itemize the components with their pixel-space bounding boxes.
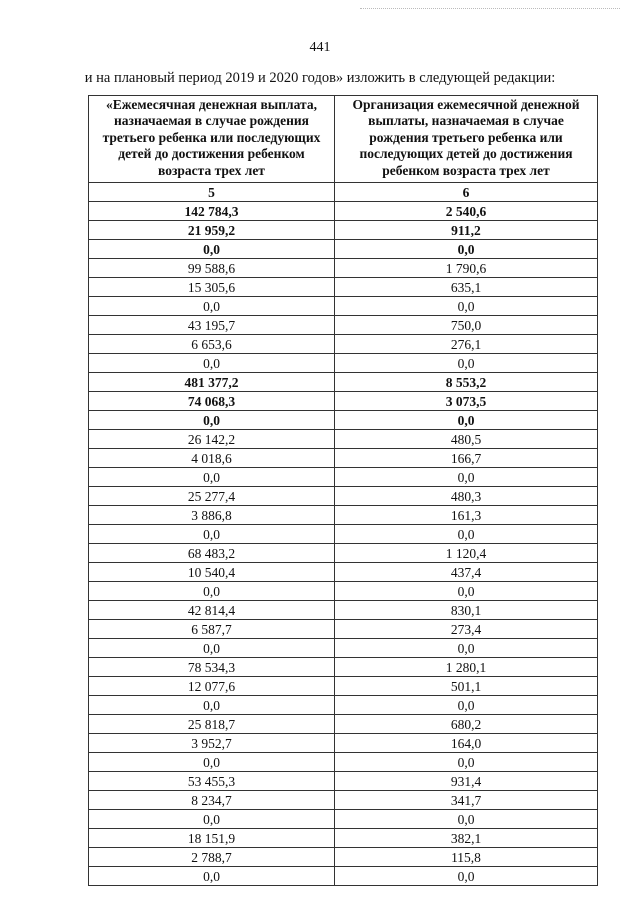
table-cell: 0,0 [335, 297, 598, 316]
table-cell: 25 818,7 [89, 715, 335, 734]
table-cell: 2 540,6 [335, 202, 598, 221]
table-cell: 26 142,2 [89, 430, 335, 449]
table-cell: 53 455,3 [89, 772, 335, 791]
table-row [89, 240, 598, 259]
table-row [89, 392, 598, 411]
table-cell: 0,0 [335, 525, 598, 544]
table-row [89, 620, 598, 639]
table-cell: 21 959,2 [89, 221, 335, 240]
table-cell: 0,0 [335, 354, 598, 373]
table-cell: 0,0 [335, 468, 598, 487]
table-cell: 0,0 [335, 639, 598, 658]
table-cell: 43 195,7 [89, 316, 335, 335]
table-cell: 3 073,5 [335, 392, 598, 411]
table-row [89, 373, 598, 392]
table-cell: 8 553,2 [335, 373, 598, 392]
table-cell: 273,4 [335, 620, 598, 639]
data-table [88, 95, 598, 886]
table-row [89, 468, 598, 487]
table-row [89, 449, 598, 468]
table-cell: 166,7 [335, 449, 598, 468]
table-cell: 0,0 [335, 411, 598, 430]
table-body [89, 183, 598, 886]
table-cell: 0,0 [89, 411, 335, 430]
table-cell: 18 151,9 [89, 829, 335, 848]
table-cell: 6 587,7 [89, 620, 335, 639]
table-row [89, 772, 598, 791]
table-cell: 0,0 [89, 639, 335, 658]
table-row [89, 411, 598, 430]
table-cell: 0,0 [89, 297, 335, 316]
table-cell: 680,2 [335, 715, 598, 734]
table-row [89, 658, 598, 677]
table-row [89, 354, 598, 373]
table-cell: 276,1 [335, 335, 598, 354]
table-row [89, 677, 598, 696]
column-header: «Ежемесячная денежная выплата, назначаемая в случае рождения третьего ребенка или последующих детей до достижения ребенком возраста трех лет [89, 96, 335, 183]
table-row [89, 563, 598, 582]
table-cell: 115,8 [335, 848, 598, 867]
table-cell: 911,2 [335, 221, 598, 240]
table-cell: 750,0 [335, 316, 598, 335]
table-cell: 78 534,3 [89, 658, 335, 677]
table-cell: 142 784,3 [89, 202, 335, 221]
column-header: Организация ежемесячной денежной выплаты, назначаемая в случае рождения третьего ребенка или последующих детей до достижения ребенком возраста трех лет [335, 96, 598, 183]
table-row [89, 734, 598, 753]
table-row [89, 316, 598, 335]
table-row [89, 297, 598, 316]
table-cell: 480,3 [335, 487, 598, 506]
table-cell: 3 886,8 [89, 506, 335, 525]
table-cell: 2 788,7 [89, 848, 335, 867]
table-row [89, 544, 598, 563]
table-cell: 437,4 [335, 563, 598, 582]
table-header-row [89, 96, 598, 183]
page-number: 441 [309, 40, 331, 55]
table-row [89, 430, 598, 449]
table-row [89, 848, 598, 867]
table-cell: 830,1 [335, 601, 598, 620]
table-row [89, 582, 598, 601]
table-cell: 68 483,2 [89, 544, 335, 563]
table-cell: 501,1 [335, 677, 598, 696]
table-cell: 0,0 [89, 810, 335, 829]
table-cell: 15 305,6 [89, 278, 335, 297]
table-row [89, 696, 598, 715]
table-cell: 25 277,4 [89, 487, 335, 506]
table-row [89, 867, 598, 886]
table-cell: 0,0 [335, 240, 598, 259]
table-cell: 341,7 [335, 791, 598, 810]
intro-text: и на плановый период 2019 и 2020 годов» изложить в следующей редакции: [84, 70, 556, 86]
table-cell: 0,0 [335, 753, 598, 772]
table-row [89, 715, 598, 734]
table-cell: 0,0 [89, 582, 335, 601]
table-cell: 4 018,6 [89, 449, 335, 468]
table-cell: 1 280,1 [335, 658, 598, 677]
table-cell: 42 814,4 [89, 601, 335, 620]
table-cell: 0,0 [335, 810, 598, 829]
table-cell: 0,0 [89, 240, 335, 259]
table-cell: 0,0 [335, 696, 598, 715]
table-cell: 12 077,6 [89, 677, 335, 696]
table-cell: 0,0 [89, 753, 335, 772]
table-row [89, 183, 598, 202]
table-cell: 635,1 [335, 278, 598, 297]
table-row [89, 791, 598, 810]
table-cell: 1 120,4 [335, 544, 598, 563]
table-cell: 164,0 [335, 734, 598, 753]
table-cell: 0,0 [89, 468, 335, 487]
table-row [89, 278, 598, 297]
table-cell: 0,0 [89, 525, 335, 544]
table-cell: 5 [89, 183, 335, 202]
table-cell: 161,3 [335, 506, 598, 525]
table-cell: 931,4 [335, 772, 598, 791]
table-cell: 0,0 [89, 867, 335, 886]
table-row [89, 259, 598, 278]
table-row [89, 829, 598, 848]
table-cell: 3 952,7 [89, 734, 335, 753]
table-row [89, 753, 598, 772]
table-row [89, 810, 598, 829]
table-cell: 6 [335, 183, 598, 202]
table-cell: 0,0 [335, 582, 598, 601]
table-cell: 74 068,3 [89, 392, 335, 411]
table-cell: 0,0 [89, 696, 335, 715]
table-row [89, 639, 598, 658]
table-row [89, 202, 598, 221]
table-row [89, 221, 598, 240]
table-cell: 8 234,7 [89, 791, 335, 810]
scan-artifact [360, 8, 620, 11]
table-row [89, 335, 598, 354]
table-cell: 0,0 [335, 867, 598, 886]
table-row [89, 601, 598, 620]
table-cell: 1 790,6 [335, 259, 598, 278]
table-cell: 0,0 [89, 354, 335, 373]
table-cell: 382,1 [335, 829, 598, 848]
table-row [89, 525, 598, 544]
table-cell: 480,5 [335, 430, 598, 449]
table-cell: 10 540,4 [89, 563, 335, 582]
table-row [89, 487, 598, 506]
table-cell: 481 377,2 [89, 373, 335, 392]
table-cell: 6 653,6 [89, 335, 335, 354]
table-row [89, 506, 598, 525]
table-cell: 99 588,6 [89, 259, 335, 278]
